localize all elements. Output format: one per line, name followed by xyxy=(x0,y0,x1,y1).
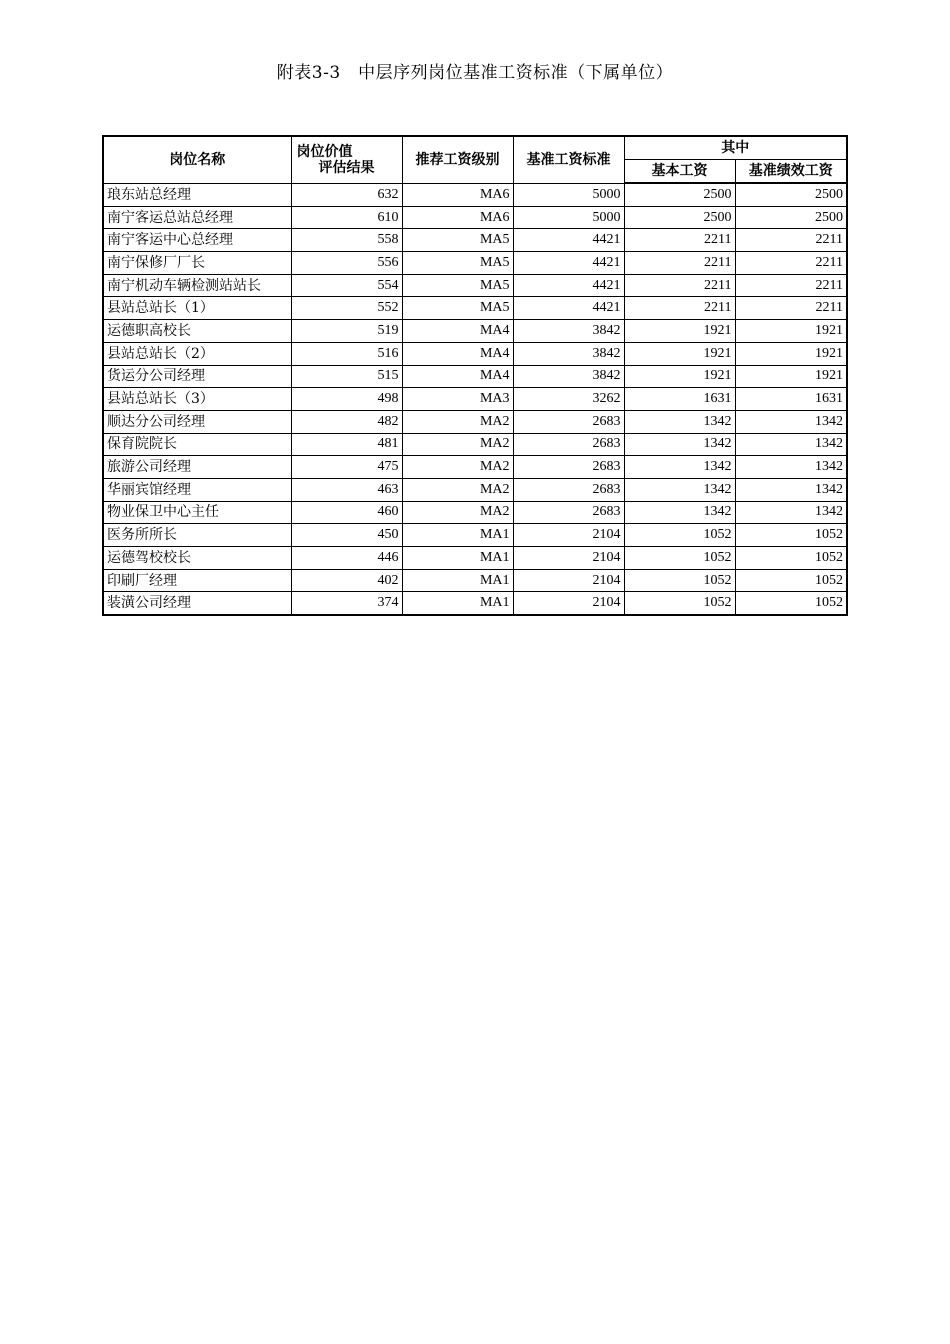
cell-grade: MA5 xyxy=(402,229,513,252)
cell-standard: 2683 xyxy=(513,478,624,501)
table-row xyxy=(103,592,847,615)
cell-grade: MA5 xyxy=(402,274,513,297)
table-row xyxy=(103,501,847,524)
cell-basic: 1052 xyxy=(624,524,735,547)
header-value-line1: 岗位价值 xyxy=(296,143,353,160)
cell-performance: 1342 xyxy=(735,433,847,456)
cell-name: 南宁机动车辆检测站站长 xyxy=(103,274,291,297)
cell-basic: 1342 xyxy=(624,456,735,479)
header-standard: 基准工资标准 xyxy=(513,136,624,183)
cell-name: 顺达分公司经理 xyxy=(103,410,291,433)
cell-value: 450 xyxy=(291,524,402,547)
cell-performance: 2211 xyxy=(735,297,847,320)
cell-name: 县站总站长（1） xyxy=(103,297,291,320)
cell-standard: 4421 xyxy=(513,297,624,320)
header-performance: 基准绩效工资 xyxy=(735,160,847,184)
table-row xyxy=(103,274,847,297)
cell-basic: 1342 xyxy=(624,478,735,501)
cell-performance: 1921 xyxy=(735,342,847,365)
header-basic: 基本工资 xyxy=(624,160,735,184)
cell-grade: MA1 xyxy=(402,569,513,592)
cell-performance: 1631 xyxy=(735,388,847,411)
cell-basic: 2211 xyxy=(624,274,735,297)
cell-performance: 1342 xyxy=(735,410,847,433)
cell-standard: 4421 xyxy=(513,252,624,275)
cell-basic: 2500 xyxy=(624,183,735,206)
cell-standard: 2683 xyxy=(513,456,624,479)
cell-basic: 2211 xyxy=(624,229,735,252)
cell-performance: 1342 xyxy=(735,456,847,479)
cell-performance: 1052 xyxy=(735,569,847,592)
table-row xyxy=(103,524,847,547)
cell-standard: 2104 xyxy=(513,592,624,615)
cell-performance: 1921 xyxy=(735,365,847,388)
cell-name: 南宁客运中心总经理 xyxy=(103,229,291,252)
header-name: 岗位名称 xyxy=(103,136,291,183)
cell-basic: 1052 xyxy=(624,569,735,592)
salary-table xyxy=(102,135,848,616)
cell-performance: 2211 xyxy=(735,229,847,252)
cell-basic: 2500 xyxy=(624,206,735,229)
cell-standard: 3842 xyxy=(513,320,624,343)
cell-basic: 1921 xyxy=(624,365,735,388)
table-row xyxy=(103,183,847,206)
cell-performance: 1342 xyxy=(735,478,847,501)
cell-value: 610 xyxy=(291,206,402,229)
cell-name: 县站总站长（3） xyxy=(103,388,291,411)
cell-performance: 1052 xyxy=(735,524,847,547)
cell-value: 482 xyxy=(291,410,402,433)
cell-name: 南宁客运总站总经理 xyxy=(103,206,291,229)
table-row xyxy=(103,365,847,388)
header-value-line2: 评估结果 xyxy=(318,159,375,176)
cell-grade: MA6 xyxy=(402,183,513,206)
table-row xyxy=(103,433,847,456)
cell-basic: 1342 xyxy=(624,410,735,433)
cell-grade: MA1 xyxy=(402,592,513,615)
cell-grade: MA2 xyxy=(402,478,513,501)
table-row xyxy=(103,410,847,433)
cell-performance: 2211 xyxy=(735,274,847,297)
header-value xyxy=(291,136,402,183)
cell-value: 402 xyxy=(291,569,402,592)
cell-value: 516 xyxy=(291,342,402,365)
cell-basic: 2211 xyxy=(624,252,735,275)
table-row xyxy=(103,342,847,365)
cell-grade: MA6 xyxy=(402,206,513,229)
cell-standard: 2683 xyxy=(513,501,624,524)
cell-name: 医务所所长 xyxy=(103,524,291,547)
cell-performance: 2500 xyxy=(735,183,847,206)
table-row xyxy=(103,547,847,570)
cell-value: 446 xyxy=(291,547,402,570)
cell-value: 463 xyxy=(291,478,402,501)
cell-value: 558 xyxy=(291,229,402,252)
cell-standard: 2683 xyxy=(513,410,624,433)
cell-performance: 1052 xyxy=(735,592,847,615)
cell-standard: 2104 xyxy=(513,524,624,547)
cell-name: 南宁保修厂厂长 xyxy=(103,252,291,275)
cell-basic: 1921 xyxy=(624,320,735,343)
cell-value: 556 xyxy=(291,252,402,275)
cell-name: 印刷厂经理 xyxy=(103,569,291,592)
cell-value: 515 xyxy=(291,365,402,388)
cell-name: 装潢公司经理 xyxy=(103,592,291,615)
cell-grade: MA2 xyxy=(402,433,513,456)
cell-name: 运德驾校校长 xyxy=(103,547,291,570)
cell-standard: 4421 xyxy=(513,274,624,297)
cell-value: 519 xyxy=(291,320,402,343)
cell-performance: 2211 xyxy=(735,252,847,275)
cell-basic: 1342 xyxy=(624,501,735,524)
cell-performance: 1921 xyxy=(735,320,847,343)
cell-value: 374 xyxy=(291,592,402,615)
cell-name: 县站总站长（2） xyxy=(103,342,291,365)
cell-standard: 3262 xyxy=(513,388,624,411)
cell-value: 632 xyxy=(291,183,402,206)
cell-grade: MA1 xyxy=(402,547,513,570)
cell-basic: 1052 xyxy=(624,592,735,615)
cell-name: 货运分公司经理 xyxy=(103,365,291,388)
cell-standard: 3842 xyxy=(513,365,624,388)
table-body xyxy=(103,183,847,615)
cell-value: 481 xyxy=(291,433,402,456)
table-row xyxy=(103,320,847,343)
cell-standard: 5000 xyxy=(513,206,624,229)
table-row xyxy=(103,478,847,501)
cell-value: 498 xyxy=(291,388,402,411)
table-row xyxy=(103,569,847,592)
cell-grade: MA2 xyxy=(402,456,513,479)
cell-basic: 1342 xyxy=(624,433,735,456)
cell-value: 460 xyxy=(291,501,402,524)
cell-standard: 4421 xyxy=(513,229,624,252)
cell-grade: MA2 xyxy=(402,410,513,433)
cell-standard: 2104 xyxy=(513,569,624,592)
cell-basic: 2211 xyxy=(624,297,735,320)
cell-performance: 2500 xyxy=(735,206,847,229)
cell-value: 554 xyxy=(291,274,402,297)
table-row xyxy=(103,297,847,320)
table-row xyxy=(103,388,847,411)
cell-name: 物业保卫中心主任 xyxy=(103,501,291,524)
cell-name: 华丽宾馆经理 xyxy=(103,478,291,501)
cell-name: 旅游公司经理 xyxy=(103,456,291,479)
cell-basic: 1631 xyxy=(624,388,735,411)
cell-name: 保育院院长 xyxy=(103,433,291,456)
cell-grade: MA3 xyxy=(402,388,513,411)
cell-performance: 1052 xyxy=(735,547,847,570)
cell-grade: MA5 xyxy=(402,252,513,275)
cell-grade: MA2 xyxy=(402,501,513,524)
cell-standard: 5000 xyxy=(513,183,624,206)
cell-standard: 2104 xyxy=(513,547,624,570)
cell-grade: MA5 xyxy=(402,297,513,320)
header-grade: 推荐工资级别 xyxy=(402,136,513,183)
cell-basic: 1052 xyxy=(624,547,735,570)
cell-name: 运德职高校长 xyxy=(103,320,291,343)
table-row xyxy=(103,456,847,479)
table-row xyxy=(103,206,847,229)
header-group: 其中 xyxy=(624,136,847,160)
table-row xyxy=(103,252,847,275)
cell-standard: 3842 xyxy=(513,342,624,365)
cell-standard: 2683 xyxy=(513,433,624,456)
table-row xyxy=(103,229,847,252)
cell-grade: MA4 xyxy=(402,365,513,388)
cell-value: 475 xyxy=(291,456,402,479)
cell-value: 552 xyxy=(291,297,402,320)
cell-name: 琅东站总经理 xyxy=(103,183,291,206)
cell-basic: 1921 xyxy=(624,342,735,365)
cell-grade: MA1 xyxy=(402,524,513,547)
cell-grade: MA4 xyxy=(402,342,513,365)
cell-performance: 1342 xyxy=(735,501,847,524)
cell-grade: MA4 xyxy=(402,320,513,343)
page-title: 附表3-3 中层序列岗位基准工资标准（下属单位） xyxy=(276,63,674,83)
